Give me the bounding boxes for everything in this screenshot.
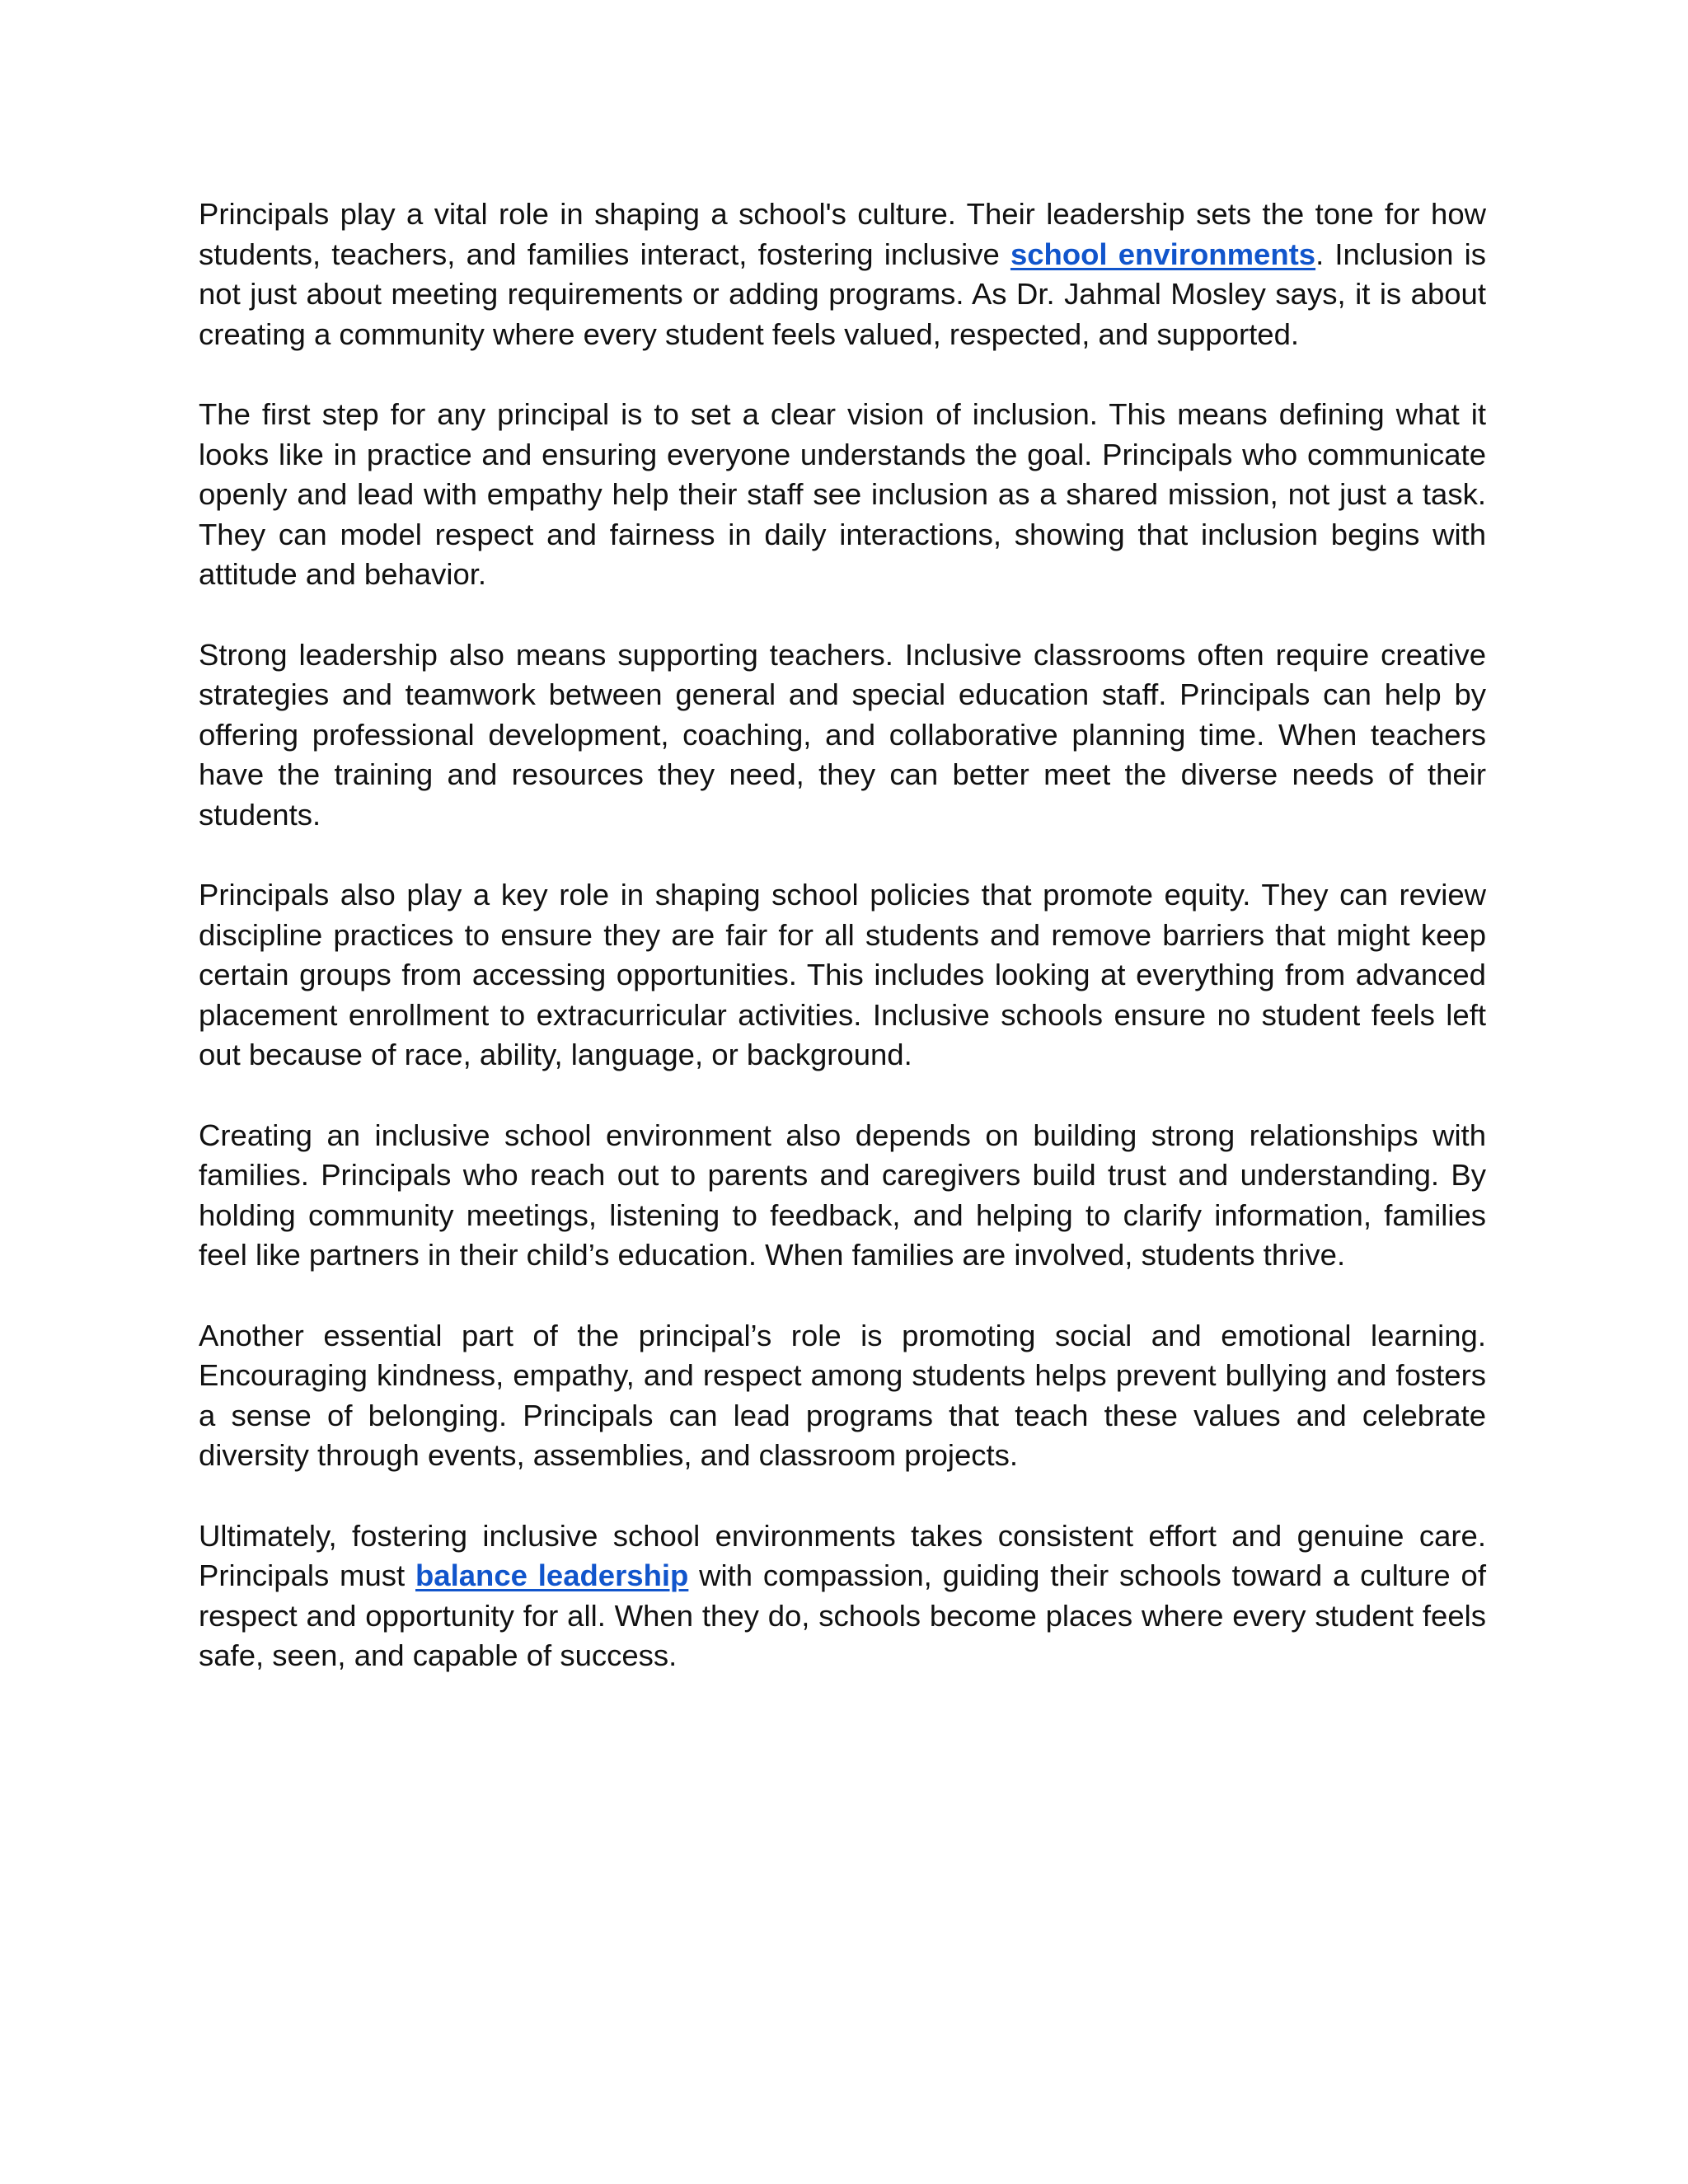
paragraph-conclusion: [199, 1516, 1486, 1676]
paragraph-text: Principals play a vital role in shaping a school's culture. Their leadership sets the tone for how students, teachers, and families interact, fostering inclusive: [199, 197, 1486, 271]
paragraph-teachers: Strong leadership also means supporting teachers. Inclusive classrooms often require creative strategies and teamwork between general and special education staff. Principals can help by offering professional development, coaching, and collaborative planning time. When teachers have the training and resources they need, they can better meet the diverse needs of their students.: [199, 637, 1486, 832]
link-school-environments[interactable]: school environments: [1010, 237, 1316, 271]
paragraph-families: Creating an inclusive school environment also depends on building strong relationships with families. Principals who reach out to parents and caregivers build trust and understanding. By holding community meetings, listening to feedback, and helping to clarify information, families feel like partners in their child’s education. When families are involved, students thrive.: [199, 1118, 1486, 1272]
paragraph-sel: Another essential part of the principal’s role is promoting social and emotional learning. Encouraging kindness, empathy, and respect among students helps prevent bullying and fosters a sense of belonging. Principals can lead programs that teach these values and celebrate diversity through events, assemblies, and classroom projects.: [199, 1318, 1486, 1473]
link-balance-leadership[interactable]: balance leadership: [415, 1558, 689, 1593]
paragraph-policies: Principals also play a key role in shaping school policies that promote equity. They can review discipline practices to ensure they are fair for all students and remove barriers that might keep certain groups from accessing opportunities. This includes looking at everything from advanced placement enrollment to extracurricular activities. Inclusive schools ensure no student feels left out because of race, ability, language, or background.: [199, 878, 1486, 1072]
paragraph-text: with compassion, guiding their schools toward a culture of respect and opportunity for all. When they do, schools become places where every student feels safe, seen, and capable of success.: [199, 1558, 1486, 1673]
paragraph-vision: The first step for any principal is to set a clear vision of inclusion. This means defining what it looks like in practice and ensuring everyone understands the goal. Principals who communicate openly and lead with empathy help their staff see inclusion as a shared mission, not just a task. They can model respect and fairness in daily interactions, showing that inclusion begins with attitude and behavior.: [199, 396, 1486, 592]
paragraph-text: Ultimately, fostering inclusive school environments takes consistent effort and genuine care. Principals must: [199, 1518, 1486, 1593]
document-body: [199, 194, 1486, 1717]
paragraph-text: . Inclusion is not just about meeting requirements or adding programs. As Dr. Jahmal Mosley says, it is about creating a community where every student feels valued, respected, and supported.: [199, 237, 1486, 351]
paragraph-intro: [199, 194, 1486, 354]
